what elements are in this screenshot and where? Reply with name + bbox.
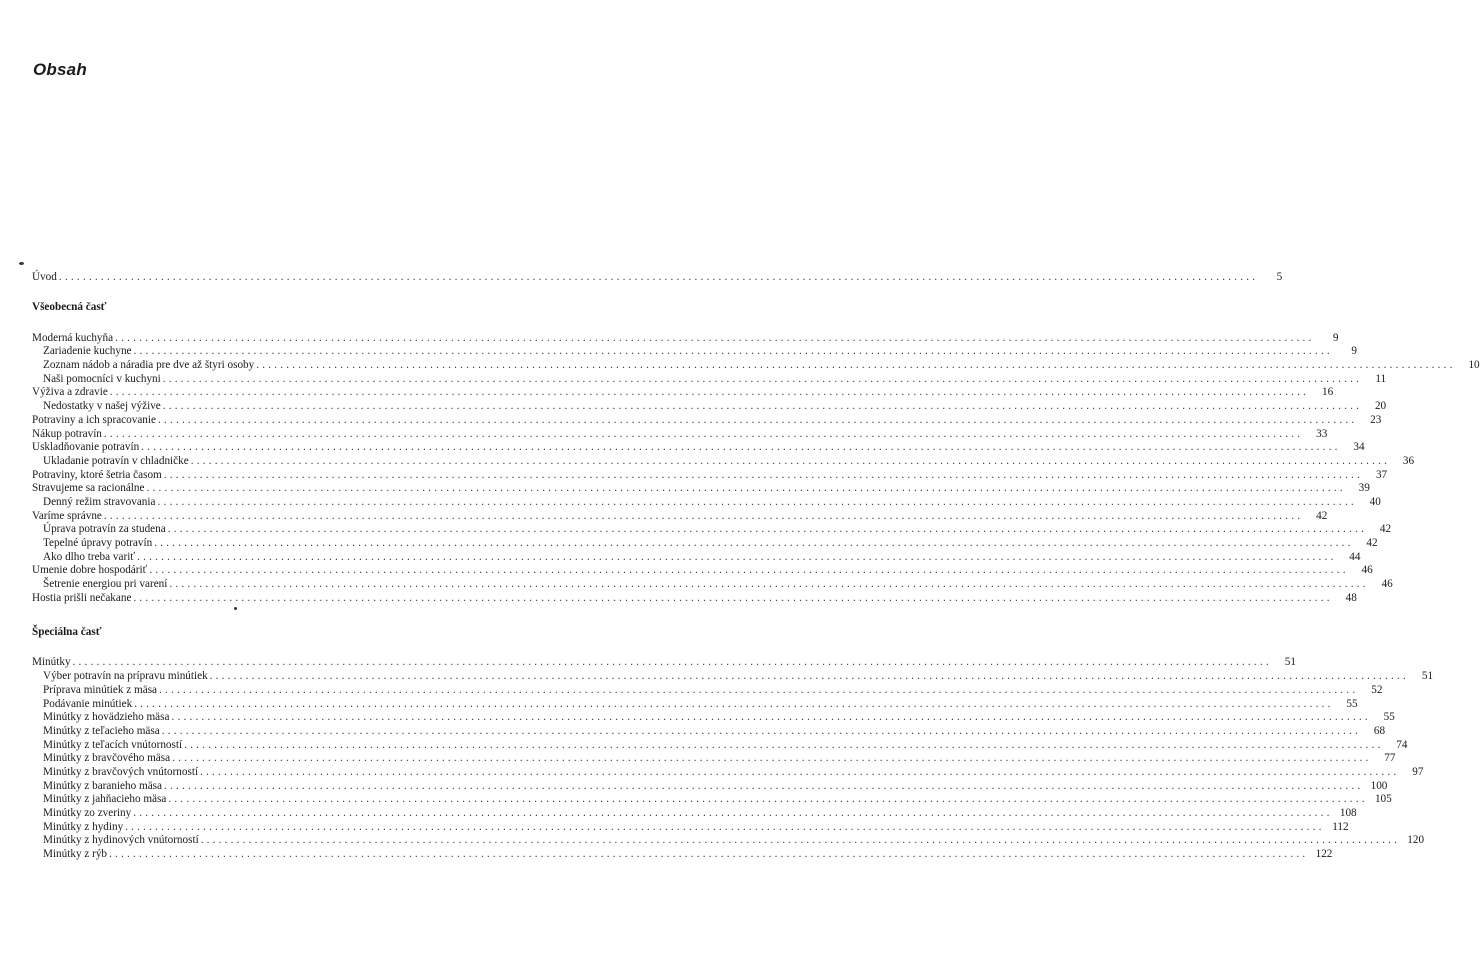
toc-entry[interactable] (32, 765, 1424, 780)
toc-entry-label: Minútky z rýb (43, 848, 108, 861)
toc-entry[interactable] (32, 670, 1434, 684)
toc-entry[interactable] (32, 454, 1415, 469)
toc-entry[interactable] (32, 820, 1349, 835)
toc-entry-page: 74 (1396, 738, 1408, 751)
toc-entry-label: Minútky (32, 656, 71, 669)
leader-dots: ........................................................................................................................................................................................................ (256, 359, 1456, 372)
toc-entry-label: Minútky z bravčového mäsa (43, 752, 171, 765)
leader-dots: ........................................................................................................................................................................................................ (163, 468, 1364, 481)
toc-entry-label: Potraviny a ich spracovanie (32, 413, 156, 426)
leader-dots: ........................................................................................................................................................................................................ (58, 271, 1259, 283)
leader-dots: ........................................................................................................................................................................................................ (161, 724, 1362, 737)
leader-dots: ........................................................................................................................................................................................................ (115, 331, 1315, 344)
leader-dots: ........................................................................................................................................................................................................ (171, 711, 1371, 724)
toc-entry-page: 37 (1375, 468, 1388, 481)
toc-entry-label: Varíme správne (32, 509, 102, 522)
toc-entry-label: Výber potravín na prípravu minútiek (43, 670, 208, 683)
toc-entry-page: 46 (1361, 564, 1373, 577)
leader-dots: ........................................................................................................................................................................................................ (154, 537, 1354, 549)
toc-entry-page: 16 (1321, 386, 1334, 399)
toc-entry[interactable] (32, 848, 1333, 862)
toc-entry[interactable] (32, 495, 1381, 510)
leader-dots: ........................................................................................................................................................................................................ (162, 372, 1363, 385)
toc-entry[interactable] (32, 697, 1358, 712)
toc-entry-page: 108 (1339, 807, 1357, 819)
toc-entry-page: 120 (1407, 834, 1425, 847)
leader-dots: ........................................................................................................................................................................................................ (109, 386, 1310, 399)
toc-entry-page: 9 (1351, 345, 1357, 358)
leader-dots: ........................................................................................................................................................................................................ (133, 345, 1333, 358)
leader-dots: ........................................................................................................................................................................................................ (157, 413, 1358, 426)
toc-entry-label: Uskladňovanie potravín (32, 441, 140, 454)
toc-entry-page: 52 (1371, 683, 1383, 696)
toc-entry-intro[interactable] (32, 271, 1283, 285)
toc-entry-label: Hostia prišli nečakane (32, 591, 132, 604)
scan-speck (234, 607, 237, 610)
toc-entry[interactable] (32, 683, 1383, 698)
toc-entry[interactable] (32, 537, 1378, 551)
leader-dots: ........................................................................................................................................................................................................ (133, 807, 1333, 819)
toc-entry-page: 55 (1383, 711, 1395, 724)
toc-entry[interactable] (32, 779, 1388, 794)
toc-entry-page: 40 (1369, 495, 1381, 508)
toc-entry-page: 5 (1276, 271, 1283, 283)
toc-entry-page: 55 (1346, 697, 1358, 710)
toc-entry[interactable] (32, 482, 1370, 496)
toc-entry[interactable] (32, 345, 1357, 359)
toc-entry[interactable] (32, 550, 1361, 565)
leader-dots: ........................................................................................................................................................................................................ (137, 550, 1337, 563)
toc-entry-page: 100 (1370, 779, 1388, 792)
toc-entry[interactable] (32, 711, 1395, 725)
toc-entry-label: Minútky z hydinových vnútorností (43, 834, 199, 847)
leader-dots: ........................................................................................................................................................................................................ (157, 495, 1357, 508)
table-of-contents (32, 271, 1480, 862)
toc-entry-label: Úvod (32, 271, 57, 283)
leader-dots: ........................................................................................................................................................................................................ (125, 820, 1325, 833)
leader-dots: ........................................................................................................................................................................................................ (146, 482, 1346, 495)
toc-entry-label: Nedostatky v našej výžive (43, 400, 161, 413)
toc-entry-page: 9 (1332, 331, 1339, 344)
toc-entry-label: Zariadenie kuchyne (43, 345, 132, 358)
leader-dots: ........................................................................................................................................................................................................ (133, 591, 1333, 604)
leader-dots: ........................................................................................................................................................................................................ (200, 834, 1401, 847)
toc-entry[interactable] (32, 331, 1339, 346)
leader-dots: ........................................................................................................................................................................................................ (103, 427, 1304, 440)
toc-entry-page: 23 (1370, 413, 1382, 426)
leader-dots: ........................................................................................................................................................................................................ (169, 578, 1369, 591)
scan-speck (19, 262, 24, 265)
toc-entry-label: Moderná kuchyňa (32, 331, 114, 344)
toc-entry-label: Naši pomocníci v kuchyni (43, 372, 161, 385)
toc-entry-label: Minútky z teľacieho mäsa (43, 724, 160, 737)
toc-entry-label: Minútky z teľacích vnútorností (43, 738, 183, 751)
toc-entry-page: 112 (1332, 820, 1349, 833)
general-section-list (32, 331, 1480, 606)
leader-dots: ........................................................................................................................................................................................................ (190, 454, 1391, 467)
toc-entry-label: Minútky z baranieho mäsa (43, 779, 162, 792)
toc-entry-label: Šetrenie energiou pri varení (43, 578, 168, 591)
toc-entry-page: 36 (1402, 454, 1415, 467)
leader-dots: ........................................................................................................................................................................................................ (159, 683, 1359, 696)
toc-entry-label: Minútky z jahňacieho mäsa (43, 793, 167, 806)
toc-entry-page: 97 (1412, 765, 1424, 778)
toc-entry-page: 46 (1381, 578, 1393, 591)
toc-entry[interactable] (32, 656, 1296, 670)
toc-entry-label: Tepelné úpravy potravín (43, 537, 153, 549)
toc-entry-label: Ako dlho treba variť (43, 550, 136, 563)
leader-dots: ........................................................................................................................................................................................................ (164, 779, 1364, 792)
toc-entry[interactable] (32, 372, 1387, 387)
leader-dots: ........................................................................................................................................................................................................ (172, 752, 1372, 765)
toc-entry-label: Minútky z hydiny (43, 820, 124, 833)
leader-dots: ........................................................................................................................................................................................................ (72, 656, 1272, 669)
leader-dots: ........................................................................................................................................................................................................ (209, 670, 1410, 683)
toc-entry-label: Minútky z hovädzieho mäsa (43, 711, 170, 724)
toc-entry-page: 51 (1284, 656, 1296, 669)
toc-entry-page: 48 (1345, 591, 1357, 604)
leader-dots: ........................................................................................................................................................................................................ (141, 441, 1341, 454)
leader-dots: ........................................................................................................................................................................................................ (162, 400, 1363, 413)
toc-entry[interactable] (32, 468, 1388, 483)
toc-entry-page: 10 (1468, 359, 1480, 372)
leader-dots: ........................................................................................................................................................................................................ (134, 697, 1334, 710)
toc-entry-page: 33 (1316, 427, 1328, 440)
leader-dots: ........................................................................................................................................................................................................ (167, 523, 1368, 536)
toc-entry-page: 42 (1366, 537, 1378, 549)
toc-entry-page: 77 (1384, 752, 1396, 765)
toc-entry-label: Výživa a zdravie (32, 386, 108, 399)
toc-entry[interactable] (32, 509, 1328, 524)
toc-entry-label: Umenie dobre hospodáriť (32, 564, 148, 577)
toc-entry-label: Úprava potravín za studena (43, 523, 166, 536)
toc-entry-label: Denný režim stravovania (43, 495, 156, 508)
toc-entry-page: 20 (1374, 400, 1387, 413)
leader-dots: ........................................................................................................................................................................................................ (184, 738, 1384, 751)
toc-entry[interactable] (32, 427, 1328, 442)
toc-entry-page: 34 (1353, 441, 1365, 454)
toc-entry[interactable] (32, 578, 1393, 592)
toc-entry-page: 68 (1373, 724, 1386, 737)
toc-entry-page: 44 (1349, 550, 1361, 563)
toc-entry[interactable] (32, 413, 1382, 428)
toc-entry-page: 11 (1375, 372, 1387, 385)
toc-entry-label: Podávanie minútiek (43, 697, 133, 710)
section-heading-special: Špeciálna časť (32, 626, 102, 639)
toc-entry-label: Nákup potravín (32, 427, 102, 440)
toc-entry-label: Zoznam nádob a náradia pre dve až štyri osoby (43, 359, 255, 372)
toc-entry-page: 42 (1316, 509, 1328, 522)
leader-dots: ........................................................................................................................................................................................................ (149, 564, 1349, 577)
leader-dots: ........................................................................................................................................................................................................ (168, 793, 1368, 806)
toc-entry-label: Potraviny, ktoré šetria časom (32, 468, 162, 481)
toc-entry[interactable] (32, 738, 1408, 753)
toc-entry[interactable] (32, 752, 1396, 766)
toc-entry-page: 42 (1379, 523, 1392, 536)
toc-entry[interactable] (32, 834, 1425, 848)
toc-entry[interactable] (32, 807, 1357, 821)
toc-entry[interactable] (32, 441, 1365, 455)
toc-entry-label: Príprava minútiek z mäsa (43, 683, 158, 696)
section-heading-general: Všeobecná časť (32, 300, 107, 313)
leader-dots: ........................................................................................................................................................................................................ (109, 848, 1309, 861)
toc-entry[interactable] (32, 724, 1386, 739)
toc-entry[interactable] (32, 400, 1387, 414)
toc-entry-label: Ukladanie potravín v chladničke (43, 454, 189, 467)
special-section-list (32, 656, 1434, 861)
toc-entry-label: Stravujeme sa racionálne (32, 482, 145, 495)
toc-entry[interactable] (32, 564, 1373, 578)
toc-entry-page: 122 (1315, 848, 1333, 861)
page-title: Obsah (33, 60, 87, 79)
toc-entry-page: 39 (1358, 482, 1370, 495)
toc-entry[interactable] (32, 793, 1392, 807)
toc-entry[interactable] (32, 359, 1480, 373)
toc-entry[interactable] (32, 591, 1357, 606)
toc-entry-page: 51 (1421, 670, 1434, 683)
toc-entry-label: Minútky z bravčových vnútorností (43, 765, 199, 778)
leader-dots: ........................................................................................................................................................................................................ (200, 765, 1400, 778)
toc-entry-page: 105 (1374, 793, 1392, 806)
toc-entry[interactable] (32, 523, 1392, 537)
leader-dots: ........................................................................................................................................................................................................ (103, 509, 1304, 522)
toc-entry-label: Minútky zo zveriny (43, 807, 132, 819)
toc-entry[interactable] (32, 386, 1334, 400)
